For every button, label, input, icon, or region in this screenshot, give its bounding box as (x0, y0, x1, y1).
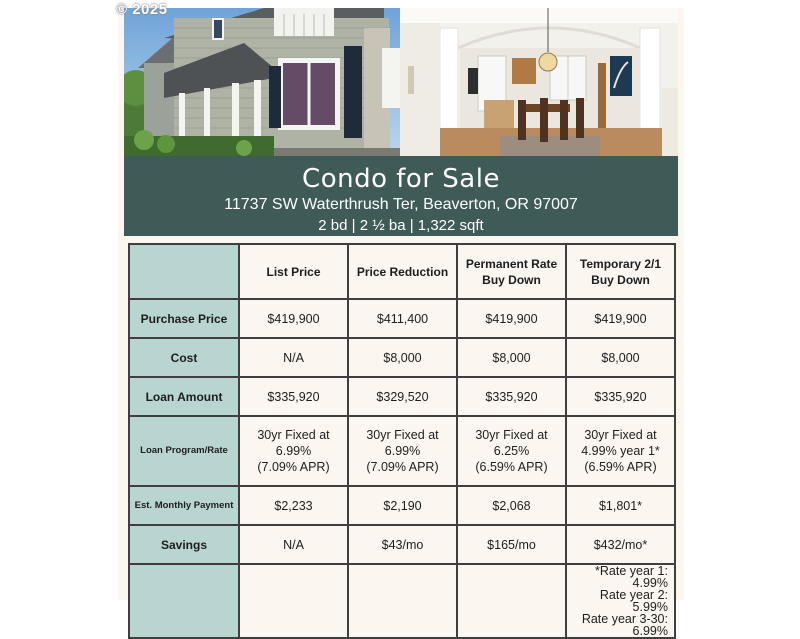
loan-rate-text: 6.25% (493, 444, 530, 458)
table-header-row (129, 244, 675, 299)
table-cell: $2,233 (239, 486, 348, 525)
financing-comparison-table (128, 243, 676, 639)
empty-cell (348, 564, 457, 638)
listing-banner (124, 156, 678, 236)
loan-term-text: 30yr Fixed at (257, 428, 330, 442)
table-cell: $8,000 (457, 338, 566, 377)
table-cell: $419,900 (239, 299, 348, 338)
row-label: Loan Amount (129, 377, 239, 416)
empty-cell (457, 564, 566, 638)
table-cell: $335,920 (457, 377, 566, 416)
table-cell: $335,920 (566, 377, 675, 416)
exterior-photo (124, 8, 400, 156)
loan-term-text: 30yr Fixed at (366, 428, 439, 442)
table-cell: N/A (239, 525, 348, 564)
table-cell: $411,400 (348, 299, 457, 338)
table-corner-cell (129, 244, 239, 299)
column-header: Permanent Rate Buy Down (457, 244, 566, 299)
listing-details: 2 bd | 2 ½ ba | 1,322 sqft (318, 217, 484, 234)
table-cell (566, 416, 675, 486)
table-cell: $2,190 (348, 486, 457, 525)
loan-term-text: 30yr Fixed at (475, 428, 548, 442)
loan-apr-text: (7.09% APR) (366, 460, 439, 474)
table-cell (348, 416, 457, 486)
listing-title: Condo for Sale (302, 164, 500, 194)
table-row (129, 377, 675, 416)
loan-term-text: 30yr Fixed at (584, 428, 657, 442)
table-cell: $165/mo (457, 525, 566, 564)
table-cell: $2,068 (457, 486, 566, 525)
table-row (129, 486, 675, 525)
row-label: Est. Monthly Payment (129, 486, 239, 525)
empty-cell (239, 564, 348, 638)
loan-rate-text: 6.99% (275, 444, 312, 458)
table-cell: $335,920 (239, 377, 348, 416)
footnote-line: *Rate year 1: 4.99% (595, 564, 668, 590)
table-cell: $8,000 (348, 338, 457, 377)
footnote-row (129, 564, 675, 638)
footnote-line: Rate year 3-30: 6.99% (581, 612, 668, 638)
loan-rate-text: 4.99% year 1* (581, 444, 660, 458)
table-cell: $1,801* (566, 486, 675, 525)
table-row (129, 338, 675, 377)
table-cell: $329,520 (348, 377, 457, 416)
copyright-watermark: © 2025 (116, 1, 168, 18)
table-cell: $8,000 (566, 338, 675, 377)
row-label: Purchase Price (129, 299, 239, 338)
table-row (129, 525, 675, 564)
interior-photo (400, 8, 678, 156)
table-cell: $419,900 (566, 299, 675, 338)
loan-apr-text: (6.59% APR) (584, 460, 657, 474)
row-label: Savings (129, 525, 239, 564)
table-cell (457, 416, 566, 486)
column-header: Price Reduction (348, 244, 457, 299)
listing-address: 11737 SW Waterthrush Ter, Beaverton, OR 97007 (224, 196, 578, 213)
row-label-empty (129, 564, 239, 638)
row-label: Cost (129, 338, 239, 377)
rate-footnote (566, 564, 675, 638)
loan-apr-text: (7.09% APR) (257, 460, 330, 474)
listing-flyer (118, 8, 684, 638)
table-cell: $419,900 (457, 299, 566, 338)
table-cell (239, 416, 348, 486)
footnote-line: Rate year 2: 5.99% (599, 588, 668, 614)
table-cell: N/A (239, 338, 348, 377)
table-cell: $432/mo* (566, 525, 675, 564)
table-row (129, 299, 675, 338)
table-cell: $43/mo (348, 525, 457, 564)
row-label: Loan Program/Rate (129, 416, 239, 486)
table-row (129, 416, 675, 486)
column-header: List Price (239, 244, 348, 299)
column-header: Temporary 2/1 Buy Down (566, 244, 675, 299)
loan-rate-text: 6.99% (384, 444, 421, 458)
loan-apr-text: (6.59% APR) (475, 460, 548, 474)
